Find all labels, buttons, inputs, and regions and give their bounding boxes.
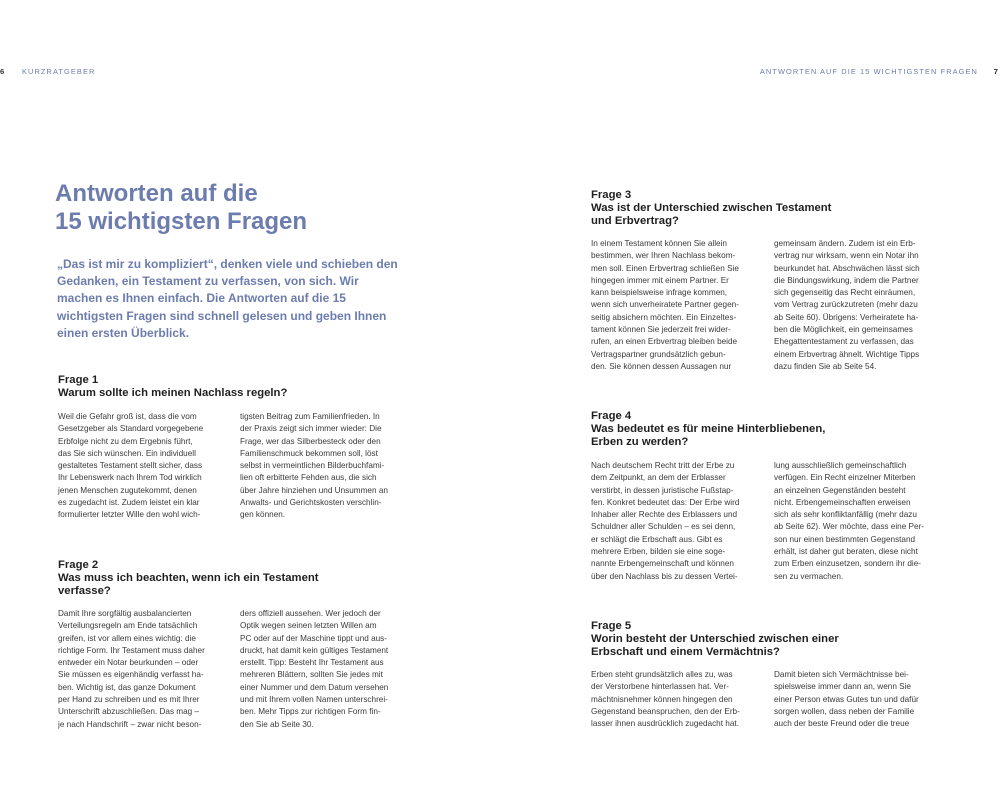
question-1-title: Warum sollte ich meinen Nachlass regeln? [58, 387, 288, 399]
question-2-text-col2: ders offiziell aussehen. Wer jedoch der Optik wegen seinen letzten Willen am PC oder auf der Maschine tippt und aus- druckt, hat damit kein gültiges Testament erstellt. Tipp: Besteht Ihr Testament aus mehreren Blättern, sollten Sie jedes mit einer Nummer und dem Datum versehen und mit Ihrem vollen Namen unterschrei- ben. Mehr Tipps zur richtigen Form fin- den Sie ab Seite 30. [240, 609, 389, 729]
question-1-label: Frage 1 [58, 374, 99, 386]
question-5-title: Worin besteht der Unterschied zwischen einer Erbschaft und einem Vermächtnis? [591, 633, 839, 658]
question-1 [58, 374, 418, 400]
question-2-label: Frage 2 [58, 559, 99, 571]
question-3-text-col2: gemeinsam ändern. Zudem ist ein Erb- vertrag nur wirksam, wenn ein Notar ihn beurkundet hat. Abschwächen lässt sich die Bindungswirkung, indem die Partner sich gegenseitig das Recht einräumen, vom Vertrag zurückzutreten (mehr dazu ab Seite 60). Übrigens: Verheiratete ha- ben die Möglichkeit, ein gemeinsames Ehegattentestament zu verfassen, das einem Erbvertrag ähnelt. Wichtige Tipps dazu finden Sie ab Seite 54. [774, 239, 920, 371]
question-5-text-col1: Erben steht grundsätzlich alles zu, was der Verstorbene hinterlassen hat. Ver- mächtnisnehmer können hingegen den Gegenstand beanspruchen, den der Erb- lasser ihnen ausdrücklich zugedacht hat. [591, 670, 740, 729]
question-1-text-col1: Weil die Gefahr groß ist, dass die vom Gesetzgeber als Standard vorgegebene Erbfolge nicht zu dem Ergebnis führt, das Sie sich wünschen. Ein individuell gestaltetes Testament stellt sicher, dass Ihr Lebenswerk nach Ihrem Tod wirklich jenen Menschen zugutekommt, denen es zugedacht ist. Zudem leistet ein klar formulierter letzter Wille den wohl wich- [58, 412, 204, 520]
left-running-head: KURZRATGEBER [22, 67, 96, 76]
page-title: Antworten auf die 15 wichtigsten Fragen [55, 180, 308, 235]
question-5-text-col2: Damit bieten sich Vermächtnisse bei- spielsweise immer dann an, wenn Sie einer Person etwas Gutes tun und dafür sorgen wollen, dass neben der Familie auch der beste Freund oder die treue [774, 670, 919, 729]
question-4-text-col2: lung ausschließlich gemeinschaftlich verfügen. Ein Recht einzelner Miterben an einzelnen Gegenständen besteht nicht. Erbengemeinschaften erweisen sich als sehr konfliktanfällig (mehr dazu ab Seite 62). Wer möchte, dass eine Per- son nur einen bestimmten Gegenstand erhält, ist daher gut beraten, diese nicht zum Erben einzusetzen, sondern ihr die- sen zu vermachen. [774, 461, 925, 581]
question-4-title: Was bedeutet es für meine Hinterbliebenen, Erben zu werden? [591, 423, 826, 448]
question-2 [58, 559, 418, 597]
question-4-label: Frage 4 [591, 410, 632, 422]
question-5-label: Frage 5 [591, 620, 632, 632]
intro-lead: „Das ist mir zu kompliziert“, denken viele und schieben den Gedanken, ein Testament zu verfassen, von sich. Wir machen es Ihnen einfach. Die Antworten auf die 15 wichtigsten Fragen sind schnell gelesen und geben Ihnen einen ersten Überblick. [57, 257, 398, 340]
question-3 [591, 189, 951, 227]
question-2-text-col1: Damit Ihre sorgfältig ausbalancierten Verteilungsregeln am Ende tatsächlich greifen, ist vor allem eines wichtig: die richtige Form. Ihr Testament muss daher entweder ein Notar beurkunden – oder Sie müssen es eigenhändig verfasst ha- ben. Wichtig ist, das ganze Dokument per Hand zu schreiben und es mit Ihrer Unterschrift abzuschließen. Das mag – je nach Handschrift – zwar nicht beson- [58, 609, 205, 729]
left-page-number: 6 [0, 67, 5, 76]
question-5 [591, 620, 951, 658]
right-running-head: ANTWORTEN AUF DIE 15 WICHTIGSTEN FRAGEN [759, 67, 978, 76]
question-4 [591, 410, 951, 448]
right-page-number: 7 [993, 67, 998, 76]
question-4-text-col1: Nach deutschem Recht tritt der Erbe zu dem Zeitpunkt, an dem der Erblasser verstirbt, in dessen juristische Fußstap- fen. Konkret bedeutet das: Der Erbe wird Inhaber aller Rechte des Erblassers und Schuldner aller Schulden – es sei denn, er schlägt die Erbschaft aus. Gibt es mehrere Erben, bilden sie eine soge- nannte Erbengemeinschaft und können über den Nachlass bis zu dessen Vertei- [591, 461, 740, 581]
question-3-label: Frage 3 [591, 189, 632, 201]
question-3-title: Was ist der Unterschied zwischen Testament und Erbvertrag? [591, 202, 832, 227]
question-3-text-col1: In einem Testament können Sie allein bestimmen, wer Ihren Nachlass bekom- men soll. Einen Erbvertrag schließen Sie hingegen immer mit einem Partner. Er kann beispielsweise infrage kommen, wenn sich unverheiratete Partner gegen- seitig absichern möchten. Ein Einzeltes- tament können Sie jederzeit frei wider- rufen, an einen Erbvertrag bleiben beide Vertragspartner grundsätzlich gebun- den. Sie können dessen Aussagen nur [591, 239, 739, 371]
question-1-text-col2: tigsten Beitrag zum Familienfrieden. In der Praxis zeigt sich immer wieder: Die Frage, wer das Silberbesteck oder den Familienschmuck bekommen soll, löst selbst in vermeintlichen Bilderbuchfami- lien oft erbitterte Fehden aus, die sich über Jahre hinziehen und Unsummen an Anwalts- und Gerichtskosten verschlin- gen können. [240, 412, 388, 520]
question-2-title: Was muss ich beachten, wenn ich ein Testament verfasse? [58, 572, 319, 597]
